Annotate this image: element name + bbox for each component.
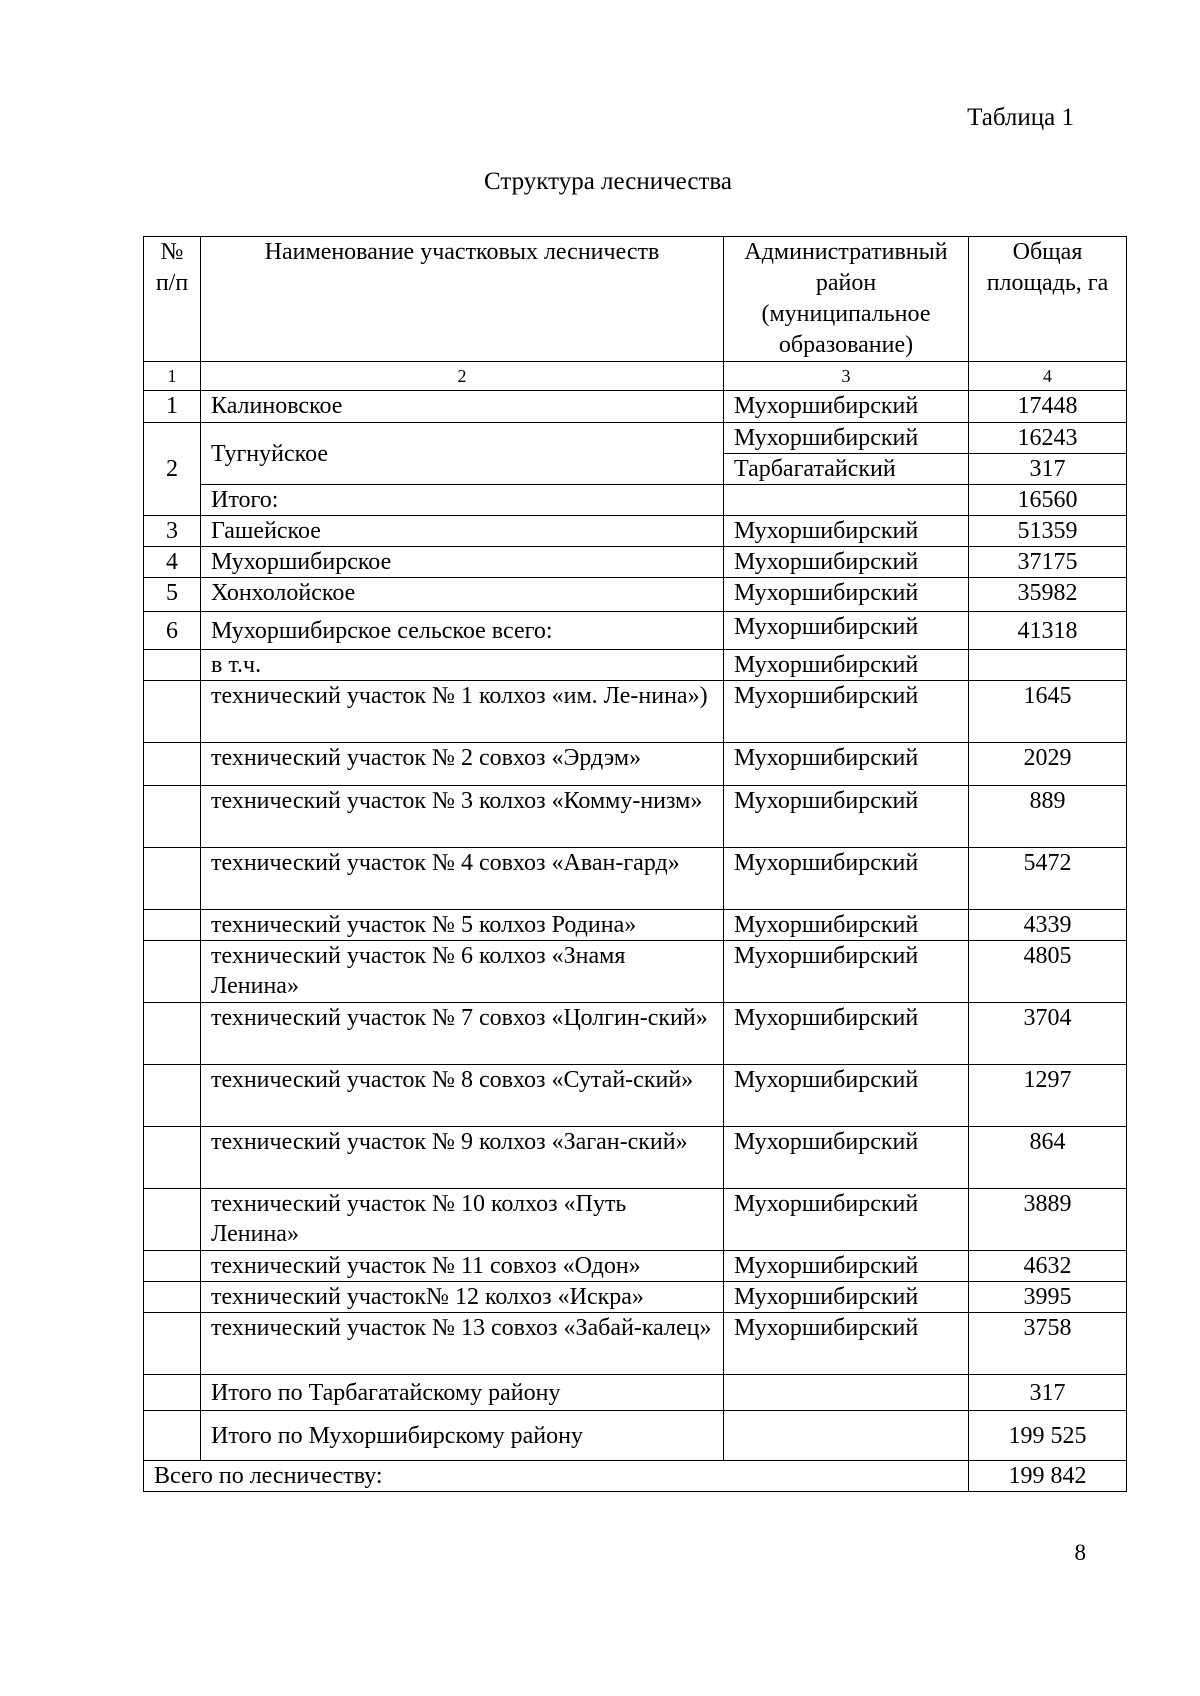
area: 17448 bbox=[969, 391, 1127, 423]
area: 3995 bbox=[969, 1282, 1127, 1313]
section-name: технический участок № 4 совхоз «Аван-гард» bbox=[201, 848, 724, 910]
forestry-name: Тугнуйское bbox=[201, 423, 724, 485]
forestry-name: Мухоршибирское bbox=[201, 547, 724, 578]
section-name: технический участок № 7 совхоз «Цолгин-ский» bbox=[201, 1003, 724, 1065]
area: 51359 bbox=[969, 516, 1127, 547]
column-number: 4 bbox=[969, 362, 1127, 391]
total-label: Итого по Мухоршибирскому району bbox=[201, 1411, 724, 1461]
total-tarbagatai-row bbox=[144, 1375, 1127, 1411]
grand-total-label: Всего по лесничеству: bbox=[144, 1461, 969, 1492]
table-label: Таблица 1 bbox=[967, 104, 1074, 131]
table-row bbox=[144, 1189, 1127, 1251]
area: 16560 bbox=[969, 485, 1127, 516]
table-row bbox=[144, 650, 1127, 681]
table-row bbox=[144, 910, 1127, 941]
subtotal-label: Итого: bbox=[201, 485, 724, 516]
area: 3704 bbox=[969, 1003, 1127, 1065]
area: 4339 bbox=[969, 910, 1127, 941]
row-number: 4 bbox=[144, 547, 201, 578]
area: 3758 bbox=[969, 1313, 1127, 1375]
table-row bbox=[144, 1127, 1127, 1189]
row-number bbox=[144, 1313, 201, 1375]
area: 3889 bbox=[969, 1189, 1127, 1251]
area bbox=[969, 650, 1127, 681]
district: Мухоршибирский bbox=[724, 1003, 969, 1065]
table-row bbox=[144, 547, 1127, 578]
district: Мухоршибирский bbox=[724, 578, 969, 612]
district: Мухоршибирский bbox=[724, 547, 969, 578]
district: Мухоршибирский bbox=[724, 391, 969, 423]
table-row bbox=[144, 612, 1127, 650]
district: Мухоршибирский bbox=[724, 910, 969, 941]
header-area: Общая площадь, га bbox=[969, 237, 1127, 362]
area: 2029 bbox=[969, 743, 1127, 786]
row-number: 2 bbox=[144, 423, 201, 516]
table-row bbox=[144, 578, 1127, 612]
district: Мухоршибирский bbox=[724, 786, 969, 848]
area: 1645 bbox=[969, 681, 1127, 743]
area: 317 bbox=[969, 454, 1127, 485]
row-number bbox=[144, 941, 201, 1003]
district: Тарбагатайский bbox=[724, 454, 969, 485]
table-row bbox=[144, 516, 1127, 547]
grand-total-area: 199 842 bbox=[969, 1461, 1127, 1492]
row-number bbox=[144, 1003, 201, 1065]
forestry-name: Хонхолойское bbox=[201, 578, 724, 612]
section-name: технический участок № 13 совхоз «Забай-калец» bbox=[201, 1313, 724, 1375]
row-number bbox=[144, 1189, 201, 1251]
section-name: технический участок № 11 совхоз «Одон» bbox=[201, 1251, 724, 1282]
section-name: технический участок № 3 колхоз «Комму-низм» bbox=[201, 786, 724, 848]
grand-total-row bbox=[144, 1461, 1127, 1492]
row-number bbox=[144, 1251, 201, 1282]
section-name: технический участок № 5 колхоз Родина» bbox=[201, 910, 724, 941]
table-row bbox=[144, 1251, 1127, 1282]
section-name: технический участок № 9 колхоз «Заган-ский» bbox=[201, 1127, 724, 1189]
forestry-name: Гашейское bbox=[201, 516, 724, 547]
row-number bbox=[144, 681, 201, 743]
area: 4805 bbox=[969, 941, 1127, 1003]
table-row bbox=[144, 681, 1127, 743]
district: Мухоршибирский bbox=[724, 1127, 969, 1189]
row-number: 6 bbox=[144, 612, 201, 650]
area: 41318 bbox=[969, 612, 1127, 650]
table-header-row bbox=[144, 237, 1127, 362]
district: Мухоршибирский bbox=[724, 1282, 969, 1313]
row-number: 3 bbox=[144, 516, 201, 547]
row-number bbox=[144, 1375, 201, 1411]
table-row bbox=[144, 1003, 1127, 1065]
table-row bbox=[144, 786, 1127, 848]
table-row bbox=[144, 423, 1127, 454]
district bbox=[724, 485, 969, 516]
district: Мухоршибирский bbox=[724, 848, 969, 910]
district: Мухоршибирский bbox=[724, 1065, 969, 1127]
section-name: технический участок № 2 совхоз «Эрдэм» bbox=[201, 743, 724, 786]
total-area: 317 bbox=[969, 1375, 1127, 1411]
total-mukhorshibir-row bbox=[144, 1411, 1127, 1461]
area: 37175 bbox=[969, 547, 1127, 578]
header-number: № п/п bbox=[144, 237, 201, 362]
table-row bbox=[144, 848, 1127, 910]
column-number: 2 bbox=[201, 362, 724, 391]
district: Мухоршибирский bbox=[724, 1251, 969, 1282]
area: 5472 bbox=[969, 848, 1127, 910]
section-name: технический участок № 6 колхоз «Знамя Ленина» bbox=[201, 941, 724, 1003]
forestry-name: Мухоршибирское сельское всего: bbox=[201, 612, 724, 650]
row-number bbox=[144, 848, 201, 910]
page-number: 8 bbox=[1074, 1540, 1086, 1565]
table-row bbox=[144, 485, 1127, 516]
area: 16243 bbox=[969, 423, 1127, 454]
district: Мухоршибирский bbox=[724, 423, 969, 454]
district bbox=[724, 1375, 969, 1411]
row-number bbox=[144, 1411, 201, 1461]
table-row bbox=[144, 1313, 1127, 1375]
header-name: Наименование участковых лесничеств bbox=[201, 237, 724, 362]
row-number bbox=[144, 1127, 201, 1189]
section-name: технический участок № 10 колхоз «Путь Ленина» bbox=[201, 1189, 724, 1251]
table-row bbox=[144, 743, 1127, 786]
row-number: 5 bbox=[144, 578, 201, 612]
district: Мухоршибирский bbox=[724, 743, 969, 786]
table-row bbox=[144, 1282, 1127, 1313]
district: Мухоршибирский bbox=[724, 1313, 969, 1375]
area: 35982 bbox=[969, 578, 1127, 612]
forestry-name: в т.ч. bbox=[201, 650, 724, 681]
row-number bbox=[144, 910, 201, 941]
forestry-structure-table bbox=[143, 236, 1127, 1492]
area: 889 bbox=[969, 786, 1127, 848]
table-row bbox=[144, 1065, 1127, 1127]
row-number bbox=[144, 1282, 201, 1313]
district: Мухоршибирский bbox=[724, 650, 969, 681]
district bbox=[724, 1411, 969, 1461]
district: Мухоршибирский bbox=[724, 941, 969, 1003]
district: Мухоршибирский bbox=[724, 681, 969, 743]
row-number bbox=[144, 743, 201, 786]
row-number: 1 bbox=[144, 391, 201, 423]
row-number bbox=[144, 1065, 201, 1127]
forestry-name: Калиновское bbox=[201, 391, 724, 423]
column-number: 3 bbox=[724, 362, 969, 391]
section-name: технический участок № 1 колхоз «им. Ле-нина») bbox=[201, 681, 724, 743]
area: 4632 bbox=[969, 1251, 1127, 1282]
area: 864 bbox=[969, 1127, 1127, 1189]
row-number bbox=[144, 786, 201, 848]
column-number: 1 bbox=[144, 362, 201, 391]
area: 1297 bbox=[969, 1065, 1127, 1127]
table-row bbox=[144, 941, 1127, 1003]
row-number bbox=[144, 650, 201, 681]
district: Мухоршибирский bbox=[724, 1189, 969, 1251]
section-name: технический участок № 8 совхоз «Сутай-ский» bbox=[201, 1065, 724, 1127]
table-row bbox=[144, 391, 1127, 423]
total-label: Итого по Тарбагатайскому району bbox=[201, 1375, 724, 1411]
section-name: технический участок№ 12 колхоз «Искра» bbox=[201, 1282, 724, 1313]
total-area: 199 525 bbox=[969, 1411, 1127, 1461]
header-district: Административный район (муниципальное образование) bbox=[724, 237, 969, 362]
column-number-row bbox=[144, 362, 1127, 391]
document-title: Структура лесничества bbox=[484, 168, 732, 195]
district: Мухоршибирский bbox=[724, 612, 969, 650]
district: Мухоршибирский bbox=[724, 516, 969, 547]
